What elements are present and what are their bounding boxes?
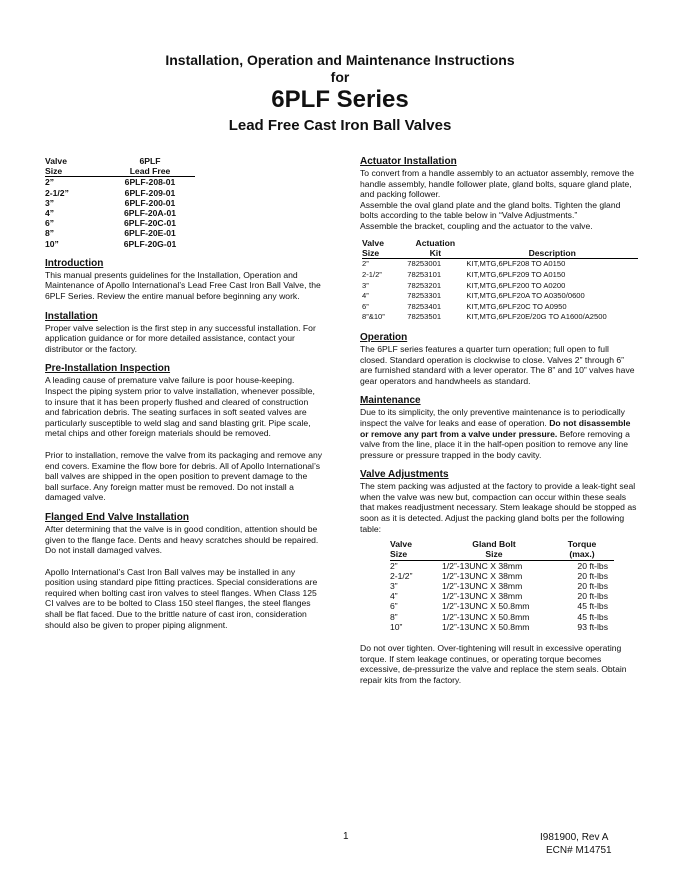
torque-value: 20 ft-lbs	[577, 570, 608, 581]
section-text: After determining that the valve is in good condition, attention should be given to the flange face. Dents and heavy scratches should be repaired. Do not install damaged valves.	[45, 523, 319, 556]
table-row	[390, 622, 614, 632]
table-row	[362, 259, 638, 270]
table-row	[45, 188, 195, 198]
kit-table-header: Valve	[362, 237, 384, 248]
section-title: Maintenance	[360, 395, 421, 407]
series-title: 6PLF Series	[271, 86, 409, 113]
valve-size: 3”	[390, 581, 398, 592]
maintenance-text: Due to its simplicity, the only preventive maintenance is to periodically inspect the valve for leaks and ease of operation.	[360, 407, 625, 428]
valve-size: 2”	[45, 177, 55, 188]
valve-size: 6”	[362, 301, 369, 311]
table-row	[45, 198, 195, 208]
gland-table-header: Gland Bolt	[472, 539, 516, 550]
valve-size: 3”	[362, 280, 369, 290]
series-subtitle: Lead Free Cast Iron Ball Valves	[228, 117, 452, 134]
table-row	[45, 177, 195, 188]
section-title: Actuator Installation	[360, 156, 457, 167]
valve-size: 10”	[390, 621, 403, 632]
kit-table-header	[466, 238, 638, 248]
gland-table-header: Size	[390, 549, 438, 560]
kit-number: 78253101	[407, 269, 442, 279]
flanged-end-section	[45, 512, 323, 630]
valve-size: 6”	[390, 601, 398, 612]
table-row	[45, 239, 195, 249]
torque-value: 20 ft-lbs	[577, 581, 608, 592]
kit-description: KIT,MTG,6PLF208 TO A0150	[466, 259, 566, 269]
valve-size: 2-1/2”	[362, 269, 382, 279]
valve-size: 8”	[45, 228, 55, 239]
installation-section	[45, 311, 323, 355]
section-title: Installation	[45, 310, 98, 322]
valve-size: 2-1/2”	[45, 187, 69, 198]
kit-description: KIT,MTG,6PLF200 TO A0200	[466, 280, 566, 290]
table-row	[390, 581, 614, 591]
section-text: Proper valve selection is the first step in any successful installation. For application guidance or for more detailed assistance, contact your distributor or the factory.	[45, 322, 316, 354]
valve-part-table	[45, 156, 195, 249]
section-text	[360, 407, 638, 460]
valve-size: 4”	[390, 591, 398, 602]
header-for: for	[330, 69, 350, 85]
valve-size: 4”	[362, 291, 369, 301]
table-row	[390, 601, 614, 611]
kit-number: 78253201	[407, 280, 442, 290]
torque-value: 20 ft-lbs	[577, 591, 608, 602]
valve-table-header: Valve	[45, 156, 67, 166]
table-row	[390, 591, 614, 601]
bolt-size: 1/2”-13UNC X 38mm	[442, 581, 523, 592]
table-row	[362, 270, 638, 281]
kit-number: 78253301	[407, 291, 442, 301]
valve-size: 6”	[45, 218, 55, 229]
kit-table-header: Size	[362, 248, 404, 259]
kit-table-header: Actuation	[415, 237, 456, 248]
maintenance-section	[360, 395, 638, 460]
torque-value: 20 ft-lbs	[577, 560, 608, 571]
bolt-size: 1/2”-13UNC X 38mm	[442, 570, 523, 581]
kit-number: 78253001	[407, 259, 442, 269]
actuation-kit-table	[362, 238, 638, 323]
section-text: Do not over tighten. Over-tightening will result in excessive operating torque. If stem leakage continues, or operating torque becomes excessive, de-pressurize the valve and replace the stem seals. Obtain repair kits from the factory.	[360, 643, 627, 685]
table-row	[362, 291, 638, 302]
section-text: A leading cause of premature valve failure is poor house-keeping. Inspect the piping system prior to valve installation, whenever possible, to insure that it has been properly flushed and cleared of construction and fabrication debris. The seating surfaces in soft seated valves are particularly susceptible to weld slag and sand blasting grit. Pipe scale, metal chips and other foreign materials should be removed.	[45, 375, 315, 439]
valve-size: 8”&10”	[362, 312, 385, 322]
kit-description: KIT,MTG,6PLF20C TO A0950	[466, 301, 567, 311]
section-title: Valve Adjustments	[360, 469, 449, 481]
gland-table-header: Size	[438, 549, 550, 560]
valve-size: 2-1/2”	[390, 570, 413, 581]
part-number: 6PLF-200-01	[124, 197, 176, 208]
kit-table-header: Description	[466, 248, 638, 259]
ecn-number: ECN# M14751	[546, 845, 612, 856]
gland-table-header: Torque	[567, 539, 597, 550]
bolt-size: 1/2”-13UNC X 50.8mm	[442, 601, 530, 612]
kit-description: KIT,MTG,6PLF209 TO A0150	[466, 269, 566, 279]
table-row	[362, 302, 638, 313]
left-column	[45, 156, 323, 630]
section-text: To convert from a handle assembly to an actuator assembly, remove the handle assembly, handle follower plate, gland bolts, square gland plate, and packing follower.	[360, 168, 635, 200]
document-id	[540, 831, 612, 857]
bolt-size: 1/2”-13UNC X 50.8mm	[442, 621, 530, 632]
section-text: The stem packing was adjusted at the factory to provide a leak-tight seal when the valve was new but, compaction can occur within these seals that makes readjustment necessary. Stem leakage should be stopped as soon as it is detected. Adjust the packing gland bolts per the following table:	[360, 481, 637, 534]
maintenance-warning: Do not disassemble or remove any part from a valve under pressure.	[360, 417, 631, 439]
valve-adjustments-section	[360, 469, 638, 685]
section-title: Flanged End Valve Installation	[45, 511, 189, 523]
page-number: 1	[343, 831, 349, 842]
pre-installation-section	[45, 363, 323, 503]
valve-size: 4”	[45, 208, 55, 219]
operation-section	[360, 332, 638, 386]
part-number: 6PLF-209-01	[124, 187, 176, 198]
right-column	[360, 156, 638, 685]
table-row	[45, 208, 195, 218]
table-row	[390, 612, 614, 622]
table-row	[45, 218, 195, 228]
table-row	[45, 228, 195, 238]
gland-bolt-table	[390, 539, 614, 632]
section-text: This manual presents guidelines for the Installation, Operation and Maintenance of Apollo International’s Lead Free Cast Iron Ball Valve, the 6PLF Series. Review the entire manual before beginning any work.	[45, 269, 321, 302]
torque-value: 45 ft-lbs	[577, 601, 608, 612]
gland-table-header: Valve	[390, 539, 412, 550]
part-number: 6PLF-20G-01	[123, 238, 177, 249]
actuator-section	[360, 156, 638, 323]
table-row	[390, 571, 614, 581]
valve-table-header: 6PLF	[139, 156, 161, 166]
table-row	[390, 560, 614, 571]
document-revision: I981900, Rev A	[540, 832, 609, 843]
valve-size: 2”	[390, 560, 398, 571]
valve-table-header: Size	[45, 166, 105, 177]
torque-value: 45 ft-lbs	[577, 611, 608, 622]
section-text: Assemble the oval gland plate and the gland bolts. Tighten the gland bolts according to the table below in “Valve Adjustments.”	[360, 199, 621, 221]
section-text: Assemble the bracket, coupling and the actuator to the valve.	[360, 220, 593, 231]
part-number: 6PLF-20E-01	[124, 228, 176, 239]
gland-table-header: (max.)	[550, 549, 614, 560]
kit-number: 78253401	[407, 301, 442, 311]
valve-size: 10”	[45, 238, 59, 249]
part-number: 6PLF-20A-01	[123, 208, 177, 219]
section-title: Introduction	[45, 257, 104, 269]
maintenance-text: Before removing a valve from the line, place it in the half-open position to remove any line pressure or pressure trapped in the body cavity.	[360, 428, 630, 460]
kit-number: 78253501	[407, 312, 442, 322]
part-number: 6PLF-20C-01	[123, 218, 177, 229]
torque-value: 93 ft-lbs	[577, 621, 608, 632]
kit-description: KIT,MTG,6PLF20E/20G TO A1600/A2500	[466, 312, 607, 322]
bolt-size: 1/2”-13UNC X 50.8mm	[442, 611, 530, 622]
table-row	[362, 312, 638, 323]
valve-table-header: Lead Free	[105, 166, 195, 177]
section-text: Prior to installation, remove the valve from its packaging and remove any end covers. Examine the flow bore for debris. All of Apollo International’s ball valves are shipped in the open position to prevent damage to the ball surface. Any foreign matter must be removed. Do not install a damaged valve.	[45, 449, 323, 503]
section-text: The 6PLF series features a quarter turn operation; full open to full closed. Standard operation is clockwise to close. Valves 2” through 6” are furnished standard with a lever operator. The 8” and 10” valves have gear operators and handwheels as standard.	[360, 343, 635, 386]
kit-table-header: Kit	[404, 248, 466, 259]
header-title-line: Installation, Operation and Maintenance Instructions	[165, 52, 515, 68]
valve-size: 3”	[45, 197, 55, 208]
section-title: Pre-Installation Inspection	[45, 363, 171, 375]
introduction-section	[45, 258, 323, 302]
valve-size: 2”	[362, 259, 369, 269]
section-text: Apollo International’s Cast Iron Ball valves may be installed in any position using standard pipe fitting practices. Special considerations are required when bolting cast iron valves to steel flanges. When Class 125 CI valves are to be bolted to Class 150 steel flanges, the steel flanges shall be flat faced. Due to the brittle nature of cast iron, consideration should also be given to proper piping alignment.	[45, 566, 318, 630]
section-title: Operation	[360, 331, 408, 343]
kit-description: KIT,MTG,6PLF20A TO A0350/0600	[466, 291, 585, 301]
table-row	[362, 281, 638, 292]
bolt-size: 1/2”-13UNC X 38mm	[442, 560, 523, 571]
bolt-size: 1/2”-13UNC X 38mm	[442, 591, 523, 602]
part-number: 6PLF-208-01	[124, 177, 176, 188]
valve-size: 8”	[390, 611, 398, 622]
